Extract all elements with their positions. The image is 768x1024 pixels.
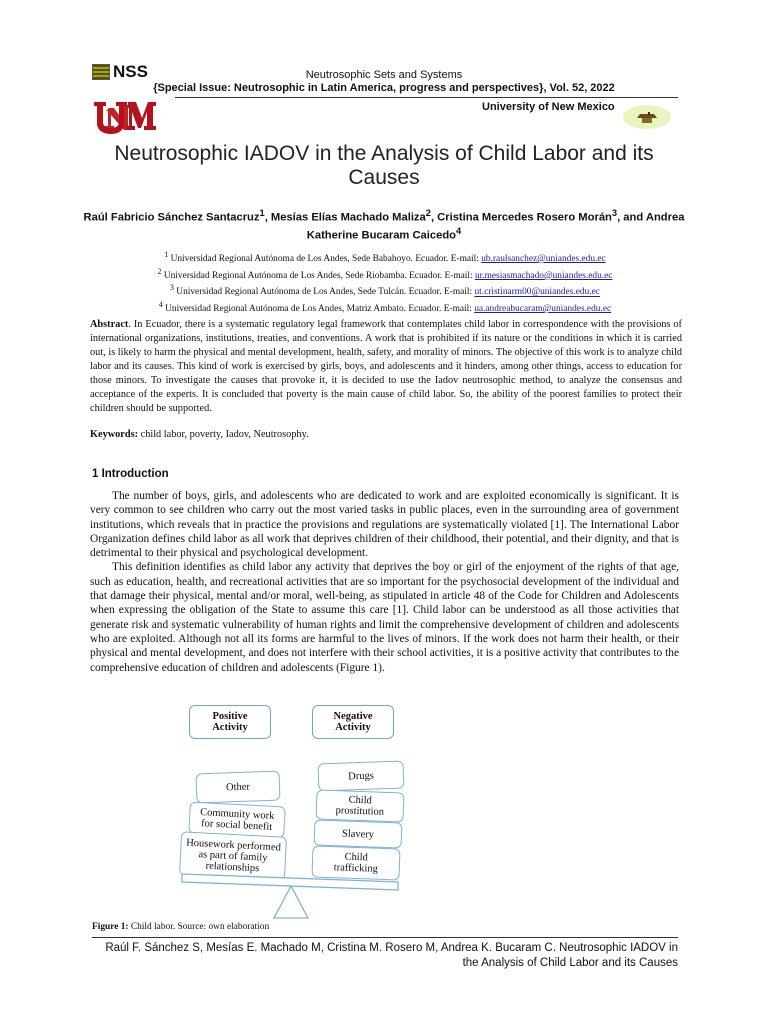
affiliation-list — [90, 249, 680, 316]
affil-sup: 2 — [157, 266, 162, 276]
figure-caption-label: Figure 1: — [92, 922, 129, 932]
affil-text: Universidad Regional Autónoma de Los Andes, Matriz Ambato. Ecuador. E-mail: — [165, 304, 475, 315]
keywords-text: child labor, poverty, Iadov, Neutrosophy. — [138, 429, 309, 440]
author-sup: 1 — [259, 208, 265, 218]
negative-item-label: Child trafficking — [333, 851, 379, 875]
positive-item-box — [196, 771, 281, 804]
author-name: Raúl Fabricio Sánchez Santacruz — [83, 211, 260, 224]
positive-activity-label: Positive Activity — [212, 711, 248, 733]
negative-activity-label: Negative Activity — [333, 711, 373, 733]
positive-item-label: Housework performed as part of family relationships — [185, 837, 282, 874]
figure-diagram — [176, 700, 406, 920]
abstract-text: . In Ecuador, there is a systematic regulatory legal framework that contemplates child labor in correspondence with the provisions of international organizations, institutions, treaties, and conventions. A work that is prohibited if its nature or the conditions in which it is carried out, is likely to harm the physical and mental development, health, safety, and morality of minors. The objective of this work is to analyze child labor and its causes. This kind of work is exercised by girls, boys, and adolescents and it hinders, among other things, access to education for those minors. To investigate the causes that provoke it, it is decided to use the Iadov neutrosophic method, to analyze the consensus and acceptance of the experts. It is concluded that poverty is the main cause of child labor. So, the ability of the poorest families to protect their children should be supported. — [90, 319, 682, 414]
negative-item-box — [316, 789, 405, 822]
footer-divider — [92, 937, 678, 938]
footer-line: the Analysis of Child Labor and its Causes — [462, 957, 678, 969]
email-link[interactable]: ua.andreabucaram@uniandes.edu.ec — [474, 304, 612, 315]
author-sup: 2 — [425, 208, 431, 218]
author-name: Cristina Mercedes Rosero Morán — [437, 211, 612, 224]
abstract — [90, 318, 682, 416]
section-heading: 1 Introduction — [92, 468, 169, 480]
keywords-label: Keywords: — [90, 429, 139, 440]
figure-caption-text: Child labor. Source: own elaboration — [128, 922, 270, 932]
footer-line: Raúl F. Sánchez S, Mesías E. Machado M, Cristina M. Rosero M, Andrea K. Bucaram C. Neutrosophic IADOV in — [105, 942, 678, 954]
author-name: Mesías Elías Machado Maliza — [270, 211, 426, 224]
page-footer — [92, 941, 678, 971]
positive-activity-box — [189, 705, 271, 739]
affiliation — [90, 266, 680, 283]
negative-item-label: Drugs — [347, 770, 375, 782]
negative-item-box — [314, 819, 403, 848]
positive-item-label: Other — [225, 781, 251, 793]
affil-text: Universidad Regional Autónoma de Los Andes, Sede Babahoyo. Ecuador. E-mail: — [170, 254, 482, 265]
affiliation — [90, 299, 680, 316]
affil-sup: 3 — [170, 283, 174, 293]
logo-text: NSS — [113, 62, 148, 81]
keywords — [90, 429, 309, 440]
section-body — [90, 489, 679, 675]
negative-item-label: Slavery — [341, 827, 375, 841]
negative-item-box — [318, 761, 405, 792]
paper-title — [0, 142, 768, 190]
author-name: Andrea Katherine Bucaram Caicedo — [306, 211, 685, 242]
email-link[interactable]: ut.cristinarm00@uniandes.edu.ec — [474, 287, 600, 298]
negative-activity-box — [312, 705, 394, 739]
affil-text: Universidad Regional Autónoma de Los Andes, Sede Tulcán. Ecuador. E-mail: — [176, 287, 475, 298]
author-sup: 4 — [456, 225, 462, 236]
affil-sup: 4 — [158, 300, 163, 310]
author-list: Raúl Fabricio Sánchez Santacruz$^1$, Mesías Elías Machado Maliza$^2$, Cristina Mercedes Rosero Morán$^3$, and Andrea Katherine Bucaram Caicedo$^4$ — [83, 208, 685, 242]
abstract-label: Abstract — [90, 319, 129, 330]
balance-scale-icon — [176, 868, 406, 920]
author-sup: 3 — [611, 208, 618, 218]
paper-title-text: Neutrosophic IADOV in the Analysis of Child Labor and its Causes — [114, 142, 654, 189]
paragraph: The number of boys, girls, and adolescents who are dedicated to work and are exploited economically is significant. It is very common to see children who carry out the most varied tasks in public places, even in the surrounding area of government institutions, which reveals that in practice the provisions and regulations are systematically violated [1]. The International Labor Organization defines child labor as all work that deprives children of their childhood, their potential, and their dignity, and that is detrimental to their physical and psychological development. — [90, 490, 679, 560]
affil-sup: 1 — [164, 250, 169, 259]
figure-caption — [92, 922, 269, 932]
positive-item-label: Community work for social benefit — [199, 807, 275, 833]
affiliation — [90, 282, 680, 299]
affiliation — [90, 249, 680, 266]
email-link[interactable]: ub.raulsanchez@uniandes.edu.ec — [481, 254, 606, 265]
negative-item-label: Child prostitution — [335, 794, 385, 818]
email-link[interactable]: ur.mesiasmachado@uniandes.edu.ec — [474, 270, 613, 281]
affil-text: Universidad Regional Autónoma de Los Andes, Sede Riobamba. Ecuador. E-mail: — [163, 270, 475, 281]
globe-icon — [622, 104, 672, 130]
journal-name: Neutrosophic Sets and Systems — [305, 69, 463, 81]
header-divider — [175, 97, 678, 98]
university-logo-icon — [92, 100, 156, 136]
paragraph: This definition identifies as child labor any activity that deprives the boy or girl of the enjoyment of the rights of that age, such as education, health, and recreational activities that are so important for the psychosocial development of the individual and that damage their physical, mental and/or moral, well-being, as stipulated in article 48 of the Code for Children and Adolescents when expressing the obligation of the State to assume this care [1]. Child labor can be understood as all those activities that generate risk and systematic vulnerability of human rights and limit the comprehensive development of children and adolescents who are exploited. Although not all its forms are harmful to the lives of minors. If the work does not harm their health, or their physical and mental development, and does not interfere with their school activities, it is a positive activity that contributes to the comprehensive education of children and adolescents (Figure 1). — [90, 561, 679, 674]
special-issue: {Special Issue: Neutrosophic in Latin America, progress and perspectives}, Vol. 52, 2022 — [153, 82, 615, 94]
university-name: University of New Mexico — [482, 101, 615, 113]
